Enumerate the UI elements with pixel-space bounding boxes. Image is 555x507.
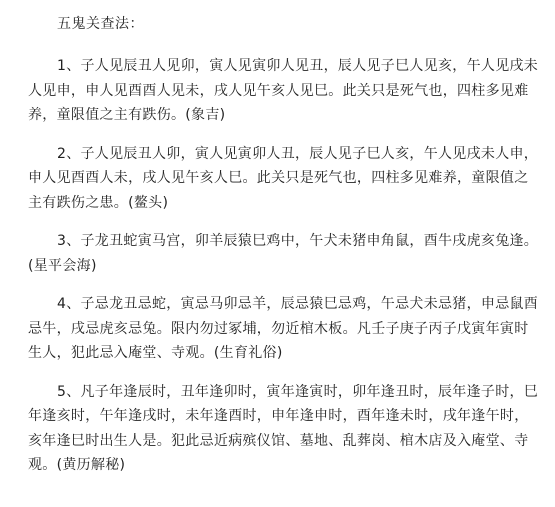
paragraph-4: 4、子忌龙丑忌蛇，寅忌马卯忌羊，辰忌猿巳忌鸡，午忌犬未忌猪，申忌鼠酉忌牛，戌忌虎亥忌兔。限内勿过冢埔，勿近棺木板。凡壬子庚子丙子戊寅年寅时生人，犯此忌入庵堂、寺观。(生育礼俗) bbox=[28, 296, 539, 361]
paragraph-5: 5、凡子年逢辰时，丑年逢卯时，寅年逢寅时，卯年逢丑时，辰年逢子时，巳年逢亥时，午年逢戌时，未年逢酉时，申年逢申时，酉年逢未时，戌年逢午时，亥年逢巳时出生人是。犯此忌近病殡仪馆、墓地、乱葬岗、棺木店及入庵堂、寺观。(黄历解秘) bbox=[28, 383, 539, 473]
paragraph-1: 1、子人见辰丑人见卯，寅人见寅卯人见丑，辰人见子巳人见亥，午人见戌未人见申，申人见酉酉人见未，戌人见午亥人见巳。此关只是死气也，四柱多见难养，童限值之主有跌伤。(象吉) bbox=[28, 58, 539, 123]
paragraph-3: 3、子龙丑蛇寅马宫，卯羊辰猿巳鸡中，午犬未猪申角鼠，酉牛戌虎亥兔逢。(星平会海) bbox=[28, 233, 539, 274]
section-title: 五鬼关查法： bbox=[57, 16, 144, 32]
paragraph-2: 2、子人见辰丑人卯，寅人见寅卯人丑，辰人见子巳人亥，午人见戌未人申，申人见酉酉人未，戌人见午亥人巳。此关只是死气也，四柱多见难养，童限值之主有跌伤之患。(鳌头) bbox=[28, 145, 539, 211]
